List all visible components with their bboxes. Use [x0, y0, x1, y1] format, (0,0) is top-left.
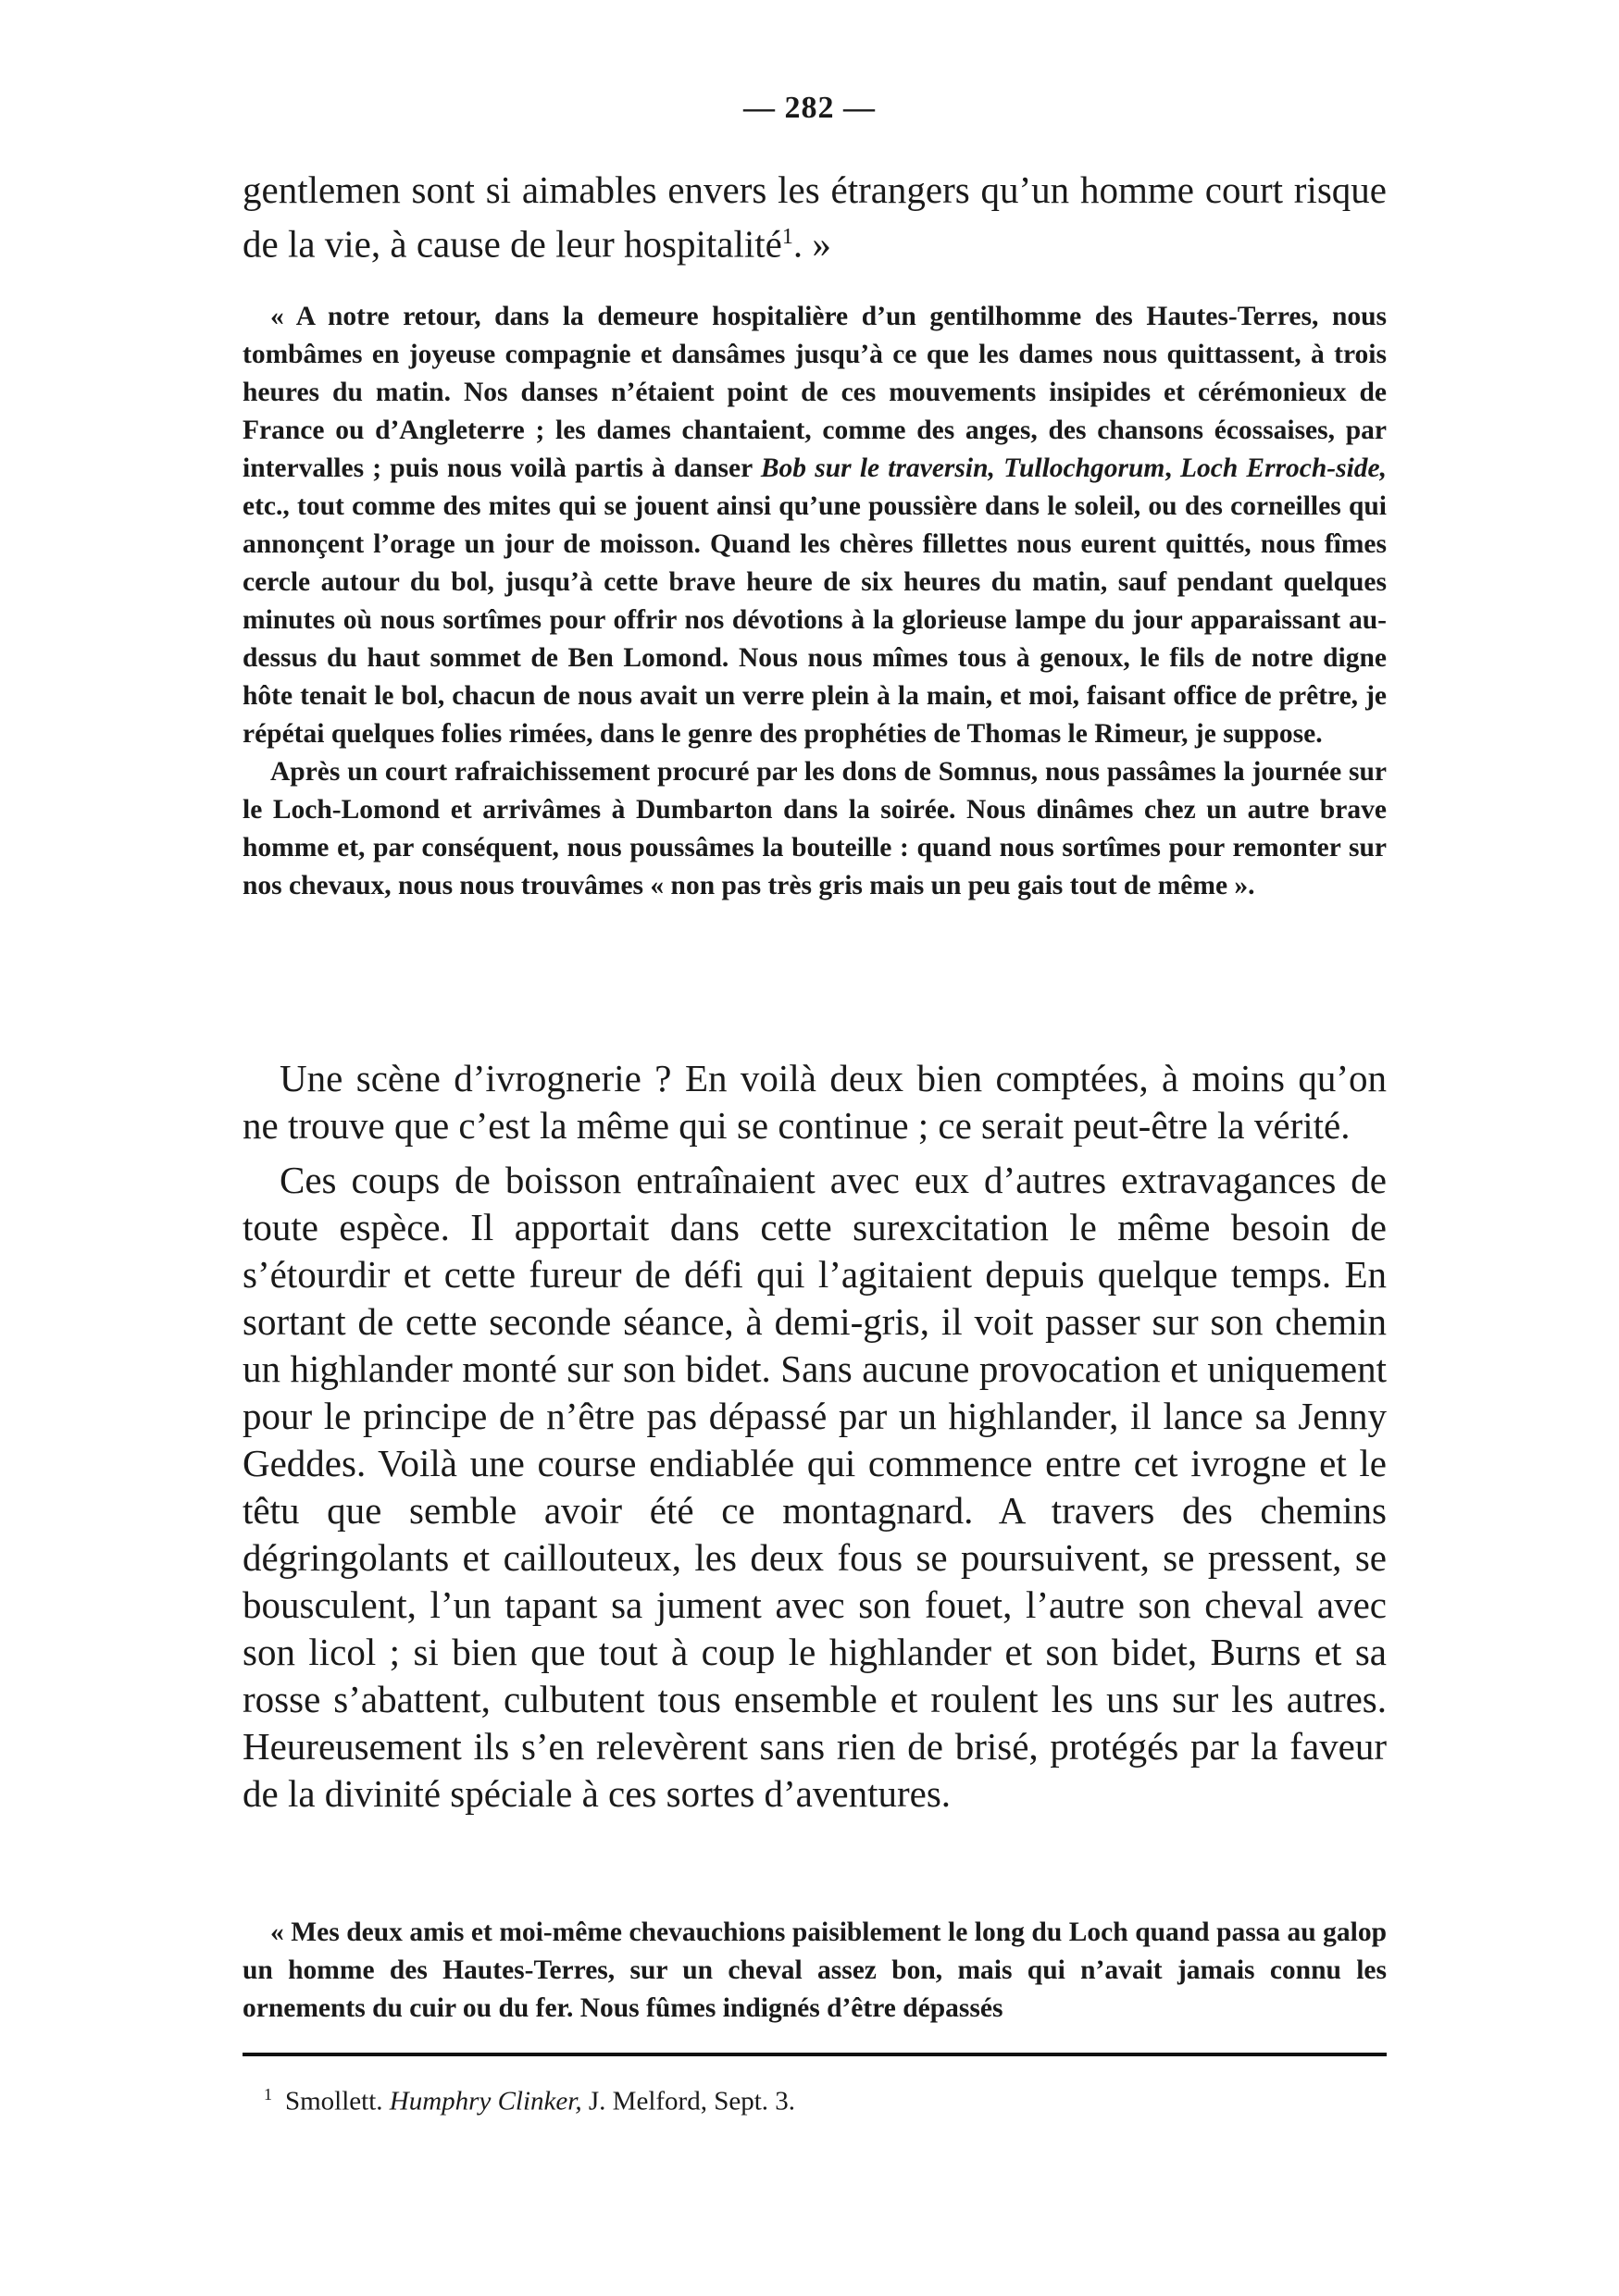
- body-text-top: [243, 167, 1387, 268]
- block-quote-1: [243, 298, 1387, 905]
- quote-text-a: « A notre retour, dans la demeure hospitalière d’un gentilhomme des Hautes-Terres, nous tombâmes en joyeuse compagnie et dansâmes jusqu’à ce que les dames nous quittassent, à trois heures du matin. Nos danses n’étaient point de ces mouvements insipides et cérémonieux de France ou d’Angleterre ; les dames chantaient, comme des anges, des chansons écossaises, par intervalles ; puis nous voilà partis à danser: [243, 302, 1387, 483]
- page-number: — 282 —: [743, 91, 876, 125]
- footnote-rest: J. Melford, Sept. 3.: [588, 2086, 795, 2116]
- block-quote-2: [243, 1914, 1387, 2028]
- paragraph-continuation: [243, 167, 1387, 268]
- paragraph-1: Une scène d’ivrognerie ? En voilà deux bien comptées, à moins qu’on ne trouve que c’est la même qui se continue ; ce serait peut-être la vérité.: [243, 1057, 1387, 1147]
- footnote-title: Humphry Clinker,: [389, 2086, 582, 2116]
- quote-text-b: etc., tout comme des mites qui se jouent ainsi qu’une poussière dans le soleil, ou des corneilles qui annonçent l’orage un jour de moisson. Quand les chères fillettes nous eurent quittés, nous fîmes cercle autour du bol, jusqu’à cette brave heure de six heures du matin, sauf pendant quelques minutes où nous sortîmes pour offrir nos dévotions à la glorieuse lampe du jour apparaissant au-dessus du haut sommet de Ben Lomond. Nous nous mîmes tous à genoux, le fils de notre digne hôte tenait le bol, chacun de nous avait un verre plein à la main, et moi, faisant office de prêtre, je répétai quelques folies rimées, dans le genre des prophéties de Thomas le Rimeur, je suppose.: [243, 491, 1387, 749]
- quote2-paragraph: « Mes deux amis et moi-même chevauchions paisiblement le long du Loch quand passa au galop un homme des Hautes-Terres, sur un cheval assez bon, mais qui n’avait jamais connu les ornements du cuir ou du fer. Nous fûmes indignés d’être dépassés: [243, 1917, 1387, 2023]
- paragraph-end: . »: [792, 222, 831, 266]
- paragraph-2: Ces coups de boisson entraînaient avec eux d’autres extravagances de toute espèce. Il apportait dans cette surexcitation le même besoin de s’étourdir et cette fureur de défi qui l’agitaient depuis quelque temps. En sortant de cette seconde séance, à demi-gris, il voit passer sur son chemin un highlander monté sur son bidet. Sans aucune provocation et uniquement pour le principe de n’être pas dépassé par un highlander, il lance sa Jenny Geddes. Voilà une course endiablée qui commence entre cet ivrogne et le têtu que semble avoir été ce montagnard. A travers des chemins dégringolants et caillouteux, les deux fous se poursuivent, se pressent, se bousculent, l’un tapant sa jument avec son fouet, l’autre son cheval avec son licol ; si bien que tout à coup le highlander et son bidet, Burns et sa rosse s’abattent, culbutent tous ensemble et roulent les uns sur les autres. Heureusement ils s’en relevèrent sans rien de brisé, protégés par la faveur de la divinité spéciale à ces sortes d’aventures.: [243, 1159, 1387, 1815]
- song-title-bob: Bob sur le traversin,: [760, 453, 995, 483]
- song-title-tullochgorum: Tullochgorum: [1003, 453, 1165, 483]
- footnote-marker: 1: [264, 2085, 272, 2104]
- quote-paragraph-1: [243, 298, 1387, 753]
- footnote-divider: [243, 2053, 1387, 2056]
- footnote-author: Smollett.: [285, 2086, 383, 2116]
- song-title-loch-erroch: Loch Erroch-side,: [1179, 453, 1388, 483]
- footnote-reference: 1: [781, 225, 793, 249]
- separator: ,: [1164, 453, 1172, 483]
- body-text-main: [243, 1055, 1387, 1818]
- quote-paragraph-2: Après un court rafraichissement procuré par les dons de Somnus, nous passâmes la journée sur le Loch-Lomond et arrivâmes à Dumbarton dans la soirée. Nous dinâmes chez un autre brave homme et, par conséquent, nous poussâmes la bouteille : quand nous sortîmes pour remonter sur nos chevaux, nous nous trouvâmes « non pas très gris mais un peu gais tout de même ».: [243, 757, 1387, 900]
- paragraph-text: gentlemen sont si aimables envers les étrangers qu’un homme court risque de la vie, à cause de leur hospitalité: [243, 168, 1387, 266]
- footnote: [264, 2077, 795, 2119]
